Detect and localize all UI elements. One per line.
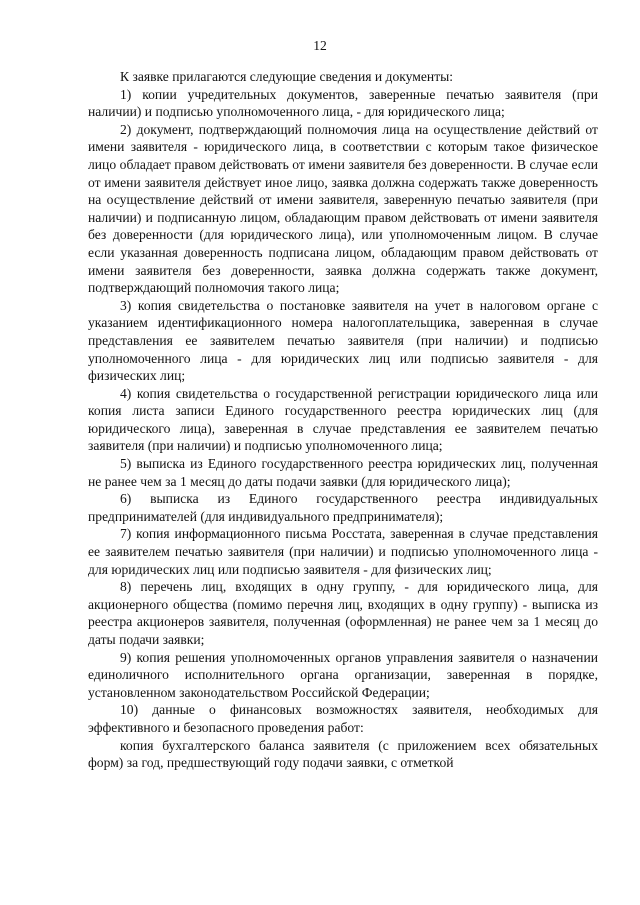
intro-paragraph: К заявке прилагаются следующие сведения и документы: <box>120 69 454 84</box>
list-item-4: 4) копия свидетельства о государственной регистрации юридического лица или копия листа записи Единого государственного реестра юридических лиц (для юридического лица), заверенная в случае представления ее заявителем печатью заявителя (при наличии) и подписью уполномоченного лица; <box>88 385 598 454</box>
list-item-8: 8) перечень лиц, входящих в одну группу, - для юридического лица, для акционерного общества (помимо перечня лиц, входящих в одну группу) - выписка из реестра акционеров заявителя, полученная (оформленная) не ранее чем за 1 месяц до даты подачи заявки; <box>88 579 598 647</box>
balance-sheet-paragraph: копия бухгалтерского баланса заявителя (с приложением всех обязательных форм) за год, предшествующий году подачи заявки, с отметкой <box>88 737 598 771</box>
list-item-1: 1) копии учредительных документов, заверенные печатью заявителя (при наличии) и подписью уполномоченного лица, - для юридического лица; <box>88 86 598 120</box>
list-item-6: 6) выписка из Единого государственного реестра индивидуальных предпринимателей (для индивидуального предпринимателя); <box>88 491 598 524</box>
list-item-2: 2) документ, подтверждающий полномочия лица на осуществление действий от имени заявителя - юридического лица, в соответствии с которым такое физическое лицо обладает правом действовать от имени заявителя без доверенности. В случае если от имени заявителя действует иное лицо, заявка должна содержать также доверенность на осуществление действий от имени заявителя, заверенную печатью заявителя (при наличии) и подписанную лицом, обладающим правом действовать от имени заявителя без доверенности (для юридического лица), или уполномоченным лицом. В случае если указанная доверенность подписана лицом, обладающим правом действовать от имени заявителя без доверенности, заявка должна содержать также документ, подтверждающий полномочия такого лица; <box>88 121 598 296</box>
list-item-7: 7) копия информационного письма Росстата, заверенная в случае представления ее заявителем печатью заявителя (при наличии) и подписью уполномоченного лица - для юридических лиц или подписью заявителя - для физических лиц; <box>88 526 598 577</box>
list-item-3: 3) копия свидетельства о постановке заявителя на учет в налоговом органе с указанием идентификационного номера налогоплательщика, заверенная в случае представления ее заявителем печатью заявителя (при наличии) и подписью уполномоченного лица - для юридических лиц или подписью заявителя - для физических лиц; <box>88 297 598 384</box>
document-body <box>88 0 598 772</box>
list-item-5: 5) выписка из Единого государственного реестра юридических лиц, полученная не ранее чем за 1 месяц до даты подачи заявки (для юридического лица); <box>88 456 598 489</box>
list-item-9: 9) копия решения уполномоченных органов управления заявителя о назначении единоличного исполнительного органа организации, заверенная в порядке, установленном законодательством Российской Федерации; <box>88 649 598 700</box>
page-number: 12 <box>313 38 327 53</box>
list-item-10: 10) данные о финансовых возможностях заявителя, необходимых для эффективного и безопасного проведения работ: <box>88 702 598 735</box>
